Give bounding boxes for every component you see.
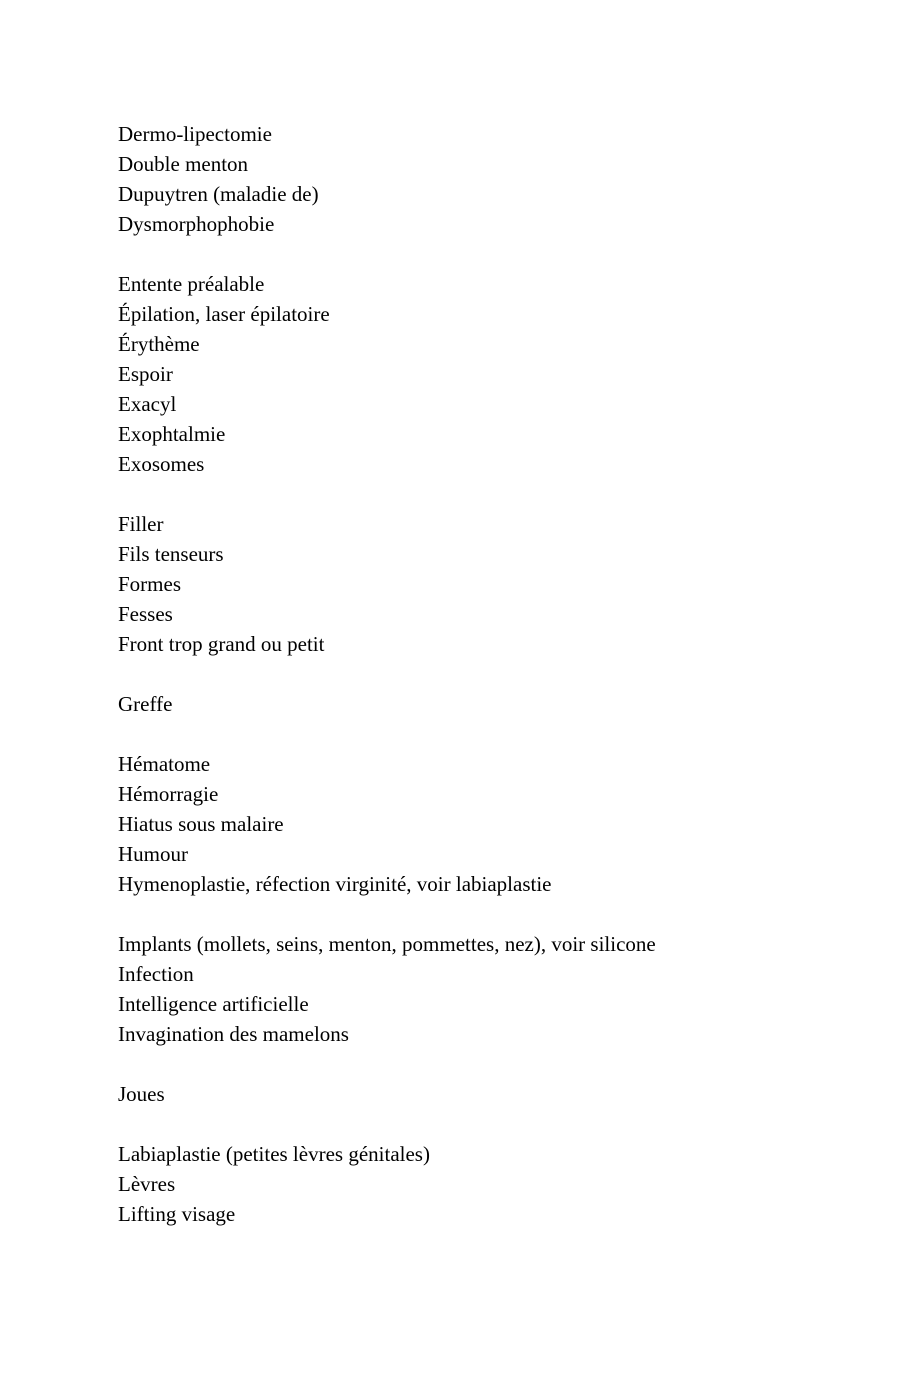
list-item: Exophtalmie (118, 422, 226, 446)
entry-group-i (118, 929, 878, 1049)
list-item: Joues (118, 1082, 165, 1106)
list-item: Hymenoplastie, réfection virginité, voir labiaplastie (118, 872, 552, 896)
list-item: Implants (mollets, seins, menton, pommettes, nez), voir silicone (118, 932, 656, 956)
entry-group-j (118, 1079, 878, 1109)
list-item: Hiatus sous malaire (118, 812, 284, 836)
list-item: Labiaplastie (petites lèvres génitales) (118, 1142, 430, 1166)
list-item: Exosomes (118, 452, 205, 476)
list-item: Filler (118, 512, 164, 536)
list-item: Lèvres (118, 1172, 176, 1196)
entry-group-e (118, 269, 878, 479)
entry-group-f (118, 509, 878, 659)
list-item: Entente préalable (118, 272, 265, 296)
list-item: Fils tenseurs (118, 542, 224, 566)
entry-group-l (118, 1139, 878, 1229)
list-item: Infection (118, 962, 194, 986)
entry-group-g (118, 689, 878, 719)
list-item: Formes (118, 572, 181, 596)
list-item: Intelligence artificielle (118, 992, 309, 1016)
list-item: Exacyl (118, 392, 177, 416)
list-item: Fesses (118, 602, 173, 626)
list-item: Dysmorphophobie (118, 212, 275, 236)
list-item: Épilation, laser épilatoire (118, 302, 330, 326)
list-item: Lifting visage (118, 1202, 236, 1226)
entry-group-d (118, 119, 878, 239)
list-item: Invagination des mamelons (118, 1022, 349, 1046)
document-page (118, 119, 878, 1259)
list-item: Dermo-lipectomie (118, 122, 272, 146)
list-item: Hématome (118, 752, 211, 776)
list-item: Hémorragie (118, 782, 219, 806)
list-item: Humour (118, 842, 188, 866)
entry-group-h (118, 749, 878, 899)
list-item: Espoir (118, 362, 173, 386)
list-item: Érythème (118, 332, 200, 356)
list-item: Greffe (118, 692, 173, 716)
list-item: Front trop grand ou petit (118, 632, 325, 656)
list-item: Double menton (118, 152, 249, 176)
list-item: Dupuytren (maladie de) (118, 182, 319, 206)
